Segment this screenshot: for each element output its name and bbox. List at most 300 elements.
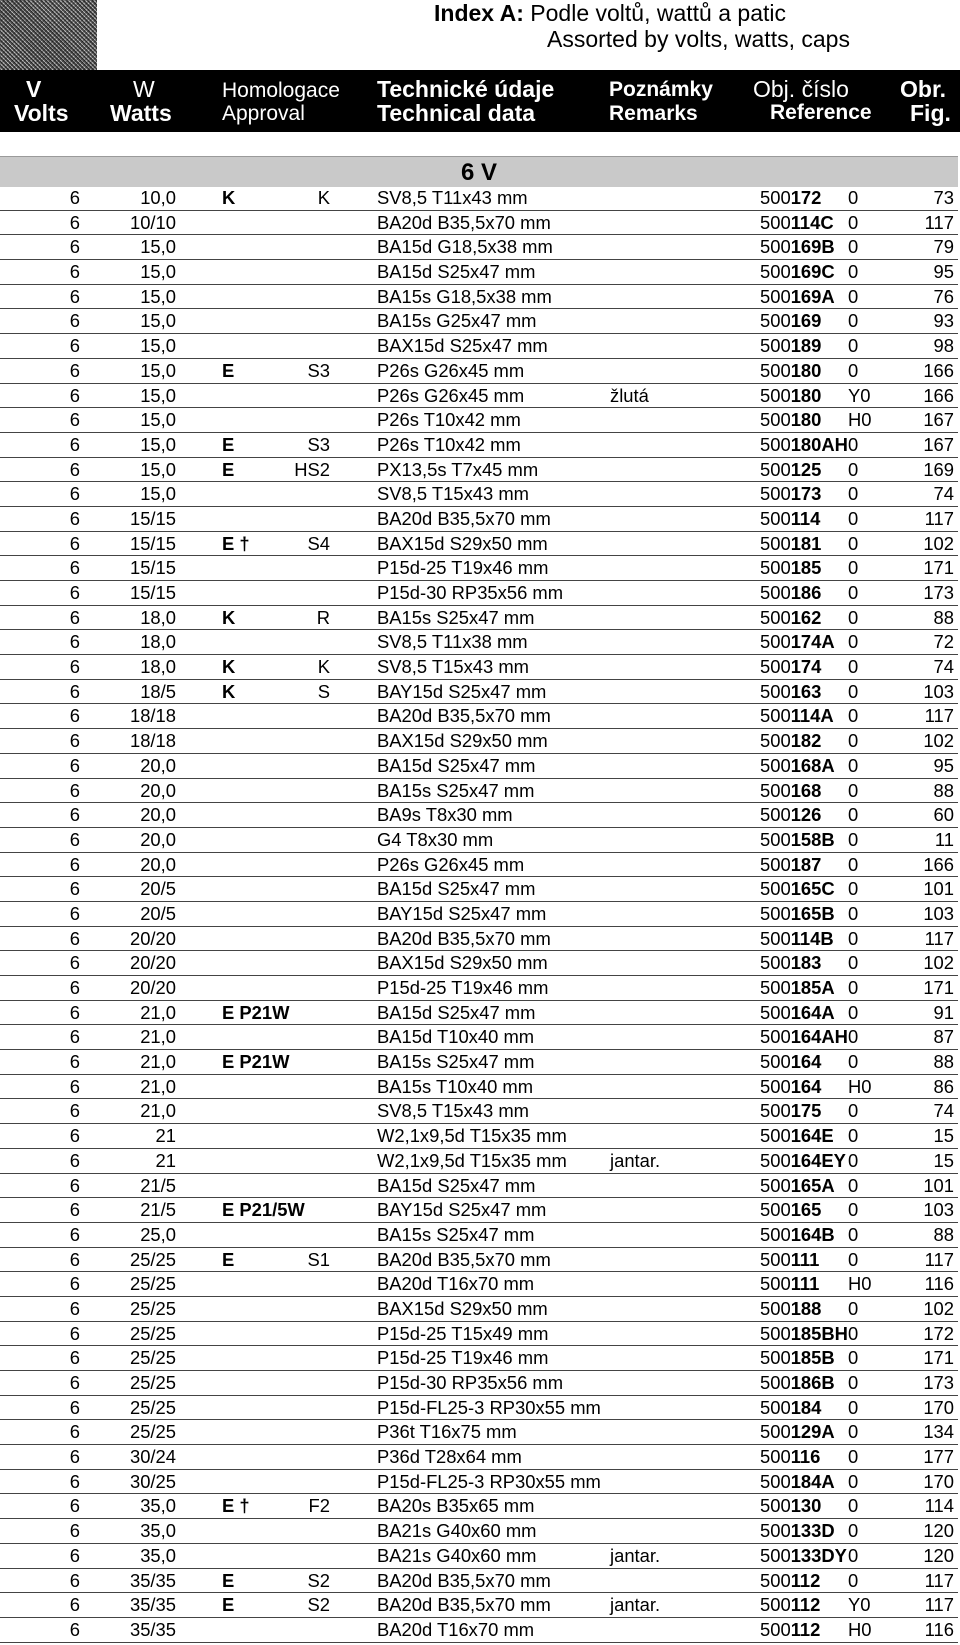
watt-cell: 30/25 <box>129 1470 176 1492</box>
reference-prefix: 500 <box>760 1100 791 1122</box>
figure-cell: 88 <box>933 779 954 801</box>
reference-code: 165 <box>790 1199 822 1221</box>
watt-cell: 20,0 <box>140 828 176 850</box>
technical-data-cell: BAX15d S29x50 mm <box>377 1297 548 1319</box>
variant-cell: 0 <box>848 878 859 900</box>
reference-cell <box>760 1618 820 1642</box>
variant-cell: 0 <box>848 1520 859 1542</box>
reference-prefix: 500 <box>760 187 791 208</box>
table-row <box>0 260 958 285</box>
reference-prefix: 500 <box>760 804 791 826</box>
technical-data-cell: P15d-25 T19x46 mm <box>377 557 549 579</box>
technical-data-cell: P26s T10x42 mm <box>377 433 521 455</box>
reference-code: 111 <box>790 1248 820 1270</box>
approval-cell: K <box>222 680 236 702</box>
voltage-cell: 6 <box>69 507 80 529</box>
watt-cell: 35/35 <box>129 1569 176 1591</box>
figure-cell: 76 <box>933 285 954 307</box>
reference-prefix: 500 <box>760 680 791 702</box>
reference-prefix: 500 <box>760 1594 791 1616</box>
variant-cell: 0 <box>848 952 859 974</box>
reference-prefix: 500 <box>760 532 791 554</box>
voltage-cell: 6 <box>69 359 80 381</box>
variant-cell: 0 <box>848 1297 859 1319</box>
reference-code: 173 <box>790 483 822 505</box>
reference-cell <box>760 285 835 309</box>
watt-cell: 15/15 <box>129 532 176 554</box>
variant-cell: 0 <box>848 927 859 949</box>
reference-code: 168A <box>790 754 835 776</box>
approval-cell: E <box>222 458 235 480</box>
reference-code: 164 <box>790 1051 822 1073</box>
voltage-cell: 6 <box>69 1075 80 1097</box>
reference-code: 158B <box>790 828 835 850</box>
table-row <box>0 1124 958 1149</box>
reference-cell <box>760 556 821 580</box>
reference-cell <box>760 1346 835 1370</box>
col-ref-en: Reference <box>770 101 872 124</box>
variant-cell: 0 <box>848 1174 859 1196</box>
figure-cell: 171 <box>923 977 954 998</box>
figure-cell: 103 <box>923 1199 954 1221</box>
figure-cell: 15 <box>933 1125 954 1147</box>
reference-prefix: 500 <box>760 1297 791 1319</box>
table-row <box>0 334 958 359</box>
technical-data-cell: BA20s B35x65 mm <box>377 1495 535 1517</box>
remarks-cell: jantar. <box>610 1149 661 1171</box>
col-fig-cz: Obr. <box>900 76 947 102</box>
table-row <box>0 630 958 655</box>
voltage-cell: 6 <box>69 211 80 233</box>
technical-data-cell: G4 T8x30 mm <box>377 828 494 850</box>
reference-prefix: 500 <box>760 1199 791 1221</box>
reference-code: 186B <box>790 1372 835 1393</box>
section-label: 6 V <box>460 159 498 186</box>
figure-cell: 88 <box>933 606 954 628</box>
reference-cell <box>760 1075 821 1099</box>
reference-cell <box>760 1593 820 1617</box>
reference-prefix: 500 <box>760 1347 791 1369</box>
approval-code-cell: F2 <box>308 1495 330 1517</box>
watt-cell: 15,0 <box>140 310 176 332</box>
reference-cell <box>760 1025 848 1049</box>
watt-cell: 18/18 <box>129 705 176 727</box>
reference-code: 180 <box>790 359 822 381</box>
figure-cell: 120 <box>923 1520 954 1542</box>
table-row <box>0 1198 958 1223</box>
figure-cell: 170 <box>923 1396 954 1418</box>
watt-cell: 15,0 <box>140 335 176 357</box>
reference-prefix: 500 <box>760 1125 791 1147</box>
technical-data-cell: BA15d G18,5x38 mm <box>377 236 553 258</box>
reference-prefix: 500 <box>760 952 791 974</box>
col-rem-en: Remarks <box>609 102 698 125</box>
voltage-cell: 6 <box>69 680 80 702</box>
variant-cell: 0 <box>848 1495 859 1517</box>
table-row <box>0 1025 958 1050</box>
reference-prefix: 500 <box>760 730 791 752</box>
voltage-cell: 6 <box>69 261 80 283</box>
reference-prefix: 500 <box>760 285 791 307</box>
reference-cell <box>760 581 821 605</box>
variant-cell: 0 <box>848 211 859 233</box>
reference-cell <box>760 260 835 284</box>
reference-code: 164B <box>790 1223 835 1245</box>
reference-prefix: 500 <box>760 359 791 381</box>
technical-data-cell: P26s G26x45 mm <box>377 384 525 406</box>
technical-data-cell: SV8,5 T11x43 mm <box>377 187 528 208</box>
table-row <box>0 606 958 631</box>
figure-cell: 73 <box>933 187 954 208</box>
approval-code-cell: K <box>317 187 330 208</box>
voltage-cell: 6 <box>69 1174 80 1196</box>
figure-cell: 173 <box>923 1372 954 1393</box>
approval-code-cell: S1 <box>307 1248 330 1270</box>
variant-cell: 0 <box>848 187 859 208</box>
watt-cell: 15/15 <box>129 507 176 529</box>
variant-cell: 0 <box>848 779 859 801</box>
voltage-cell: 6 <box>69 532 80 554</box>
figure-cell: 87 <box>933 1026 954 1048</box>
reference-code: 126 <box>790 804 822 826</box>
figure-cell: 114 <box>924 1495 954 1517</box>
reference-prefix: 500 <box>760 335 791 357</box>
voltage-cell: 6 <box>69 1421 80 1443</box>
table-row <box>0 704 958 729</box>
reference-code: 133D <box>790 1520 835 1542</box>
reference-code: 186 <box>790 582 822 603</box>
figure-cell: 177 <box>923 1446 954 1468</box>
table-row <box>0 309 958 334</box>
brand-logo <box>0 0 97 70</box>
reference-cell <box>760 1420 835 1444</box>
figure-cell: 170 <box>923 1470 954 1492</box>
col-h-cz: Homologace <box>222 79 340 102</box>
reference-code: 189 <box>790 335 822 357</box>
reference-prefix: 500 <box>760 902 791 924</box>
watt-cell: 35/35 <box>129 1618 176 1640</box>
reference-code: 165B <box>790 902 835 924</box>
reference-prefix: 500 <box>760 927 791 949</box>
table-row <box>0 1272 958 1297</box>
variant-cell: 0 <box>848 1125 859 1147</box>
watt-cell: 25/25 <box>129 1297 176 1319</box>
reference-code: 169A <box>790 285 835 307</box>
watt-cell: 18/18 <box>129 730 176 752</box>
reference-code: 185A <box>790 977 835 998</box>
remarks-cell: jantar. <box>610 1594 661 1616</box>
remarks-cell: žlutá <box>610 384 649 406</box>
reference-code: 165A <box>790 1174 835 1196</box>
reference-cell <box>760 235 835 259</box>
figure-cell: 172 <box>923 1322 954 1344</box>
technical-data-cell: W2,1x9,5d T15x35 mm <box>377 1149 567 1171</box>
col-ref-cz: Obj. číslo <box>753 76 849 102</box>
voltage-cell: 6 <box>69 1372 80 1393</box>
reference-cell <box>760 1519 835 1543</box>
watt-cell: 15,0 <box>140 458 176 480</box>
technical-data-cell: BA15s S25x47 mm <box>377 606 535 628</box>
variant-cell: H0 <box>848 1075 872 1097</box>
figure-cell: 120 <box>923 1544 954 1566</box>
figure-cell: 95 <box>933 261 954 283</box>
watt-cell: 15,0 <box>140 236 176 258</box>
watt-cell: 20,0 <box>140 754 176 776</box>
table-row <box>0 285 958 310</box>
approval-code-cell: S <box>317 680 330 702</box>
watt-cell: 20/20 <box>129 927 176 949</box>
variant-cell: H0 <box>848 1618 872 1640</box>
voltage-cell: 6 <box>69 1125 80 1147</box>
watt-cell: 35,0 <box>140 1495 176 1517</box>
reference-cell <box>760 1099 821 1123</box>
table-row <box>0 1099 958 1124</box>
voltage-cell: 6 <box>69 705 80 727</box>
reference-cell <box>760 1470 835 1494</box>
approval-cell: K <box>222 656 236 678</box>
reference-cell <box>760 1050 821 1074</box>
voltage-cell: 6 <box>69 1618 80 1640</box>
voltage-cell: 6 <box>69 1297 80 1319</box>
table-row <box>0 211 958 236</box>
reference-code: 130 <box>790 1495 822 1517</box>
col-v-cz: V <box>26 76 42 102</box>
watt-cell: 21,0 <box>140 1001 176 1023</box>
variant-cell: 0 <box>848 902 859 924</box>
watt-cell: 21/5 <box>140 1174 176 1196</box>
table-row <box>0 532 958 557</box>
technical-data-cell: P26s T10x42 mm <box>377 409 521 431</box>
voltage-cell: 6 <box>69 1347 80 1369</box>
voltage-cell: 6 <box>69 1199 80 1221</box>
voltage-cell: 6 <box>69 656 80 678</box>
variant-cell: 0 <box>848 1421 859 1443</box>
reference-prefix: 500 <box>760 1569 791 1591</box>
reference-prefix: 500 <box>760 310 791 332</box>
technical-data-cell: BAY15d S25x47 mm <box>377 680 547 702</box>
approval-code-cell: S4 <box>307 532 330 554</box>
watt-cell: 15,0 <box>140 384 176 406</box>
figure-cell: 60 <box>933 804 954 826</box>
table-row <box>0 1297 958 1322</box>
technical-data-cell: P15d-FL25-3 RP30x55 mm <box>377 1396 601 1418</box>
figure-cell: 74 <box>933 656 954 678</box>
technical-data-cell: BA15s S25x47 mm <box>377 1223 535 1245</box>
variant-cell: 0 <box>848 1248 859 1270</box>
reference-cell <box>760 853 821 877</box>
reference-prefix: 500 <box>760 1396 791 1418</box>
reference-prefix: 500 <box>760 1372 791 1393</box>
variant-cell: 0 <box>848 1544 859 1566</box>
technical-data-cell: BA15s T10x40 mm <box>377 1075 534 1097</box>
reference-prefix: 500 <box>760 409 791 431</box>
figure-cell: 117 <box>924 927 954 949</box>
technical-data-cell: P15d-FL25-3 RP30x55 mm <box>377 1470 601 1492</box>
reference-code: 133DY <box>790 1544 847 1566</box>
voltage-cell: 6 <box>69 1273 80 1295</box>
reference-prefix: 500 <box>760 853 791 875</box>
technical-data-cell: BA9s T8x30 mm <box>377 804 513 826</box>
variant-cell: Y0 <box>848 1594 871 1616</box>
table-row <box>0 458 958 483</box>
figure-cell: 86 <box>933 1075 954 1097</box>
table-row <box>0 655 958 680</box>
reference-prefix: 500 <box>760 507 791 529</box>
voltage-cell: 6 <box>69 310 80 332</box>
title-cz: Podle voltů, wattů a patic <box>530 0 786 26</box>
reference-prefix: 500 <box>760 1273 791 1295</box>
table-row <box>0 680 958 705</box>
variant-cell: 0 <box>848 1100 859 1122</box>
reference-code: 187 <box>790 853 822 875</box>
watt-cell: 25/25 <box>129 1372 176 1393</box>
variant-cell: Y0 <box>848 384 871 406</box>
figure-cell: 101 <box>923 1174 954 1196</box>
figure-cell: 117 <box>924 705 954 727</box>
reference-cell <box>760 211 834 235</box>
figure-cell: 101 <box>923 878 954 900</box>
reference-code: 125 <box>790 458 822 480</box>
voltage-cell: 6 <box>69 779 80 801</box>
technical-data-cell: BA20d B35,5x70 mm <box>377 211 551 233</box>
table-row <box>0 1544 958 1569</box>
variant-cell: 0 <box>848 804 859 826</box>
variant-cell: 0 <box>848 1470 859 1492</box>
technical-data-cell: P36d T28x64 mm <box>377 1446 522 1468</box>
reference-cell <box>760 1494 821 1518</box>
table-header <box>0 70 960 132</box>
watt-cell: 21,0 <box>140 1100 176 1122</box>
table-row <box>0 359 958 384</box>
technical-data-cell: BA20d B35,5x70 mm <box>377 927 551 949</box>
reference-cell <box>760 655 821 679</box>
reference-code: 164AH <box>790 1026 848 1048</box>
table-row <box>0 729 958 754</box>
figure-cell: 171 <box>923 1347 954 1369</box>
voltage-cell: 6 <box>69 853 80 875</box>
watt-cell: 10/10 <box>129 211 176 233</box>
variant-cell: 0 <box>848 1149 859 1171</box>
voltage-cell: 6 <box>69 1495 80 1517</box>
voltage-cell: 6 <box>69 1470 80 1492</box>
approval-code-cell: K <box>317 656 330 678</box>
voltage-cell: 6 <box>69 1396 80 1418</box>
variant-cell: 0 <box>848 310 859 332</box>
table-row <box>0 754 958 779</box>
figure-cell: 117 <box>924 1248 954 1270</box>
reference-cell <box>760 976 835 1000</box>
variant-cell: 0 <box>848 1051 859 1073</box>
figure-cell: 103 <box>923 902 954 924</box>
reference-prefix: 500 <box>760 236 791 258</box>
reference-cell <box>760 458 821 482</box>
approval-cell: E <box>222 1569 235 1591</box>
variant-cell: 0 <box>848 1199 859 1221</box>
watt-cell: 18/5 <box>140 680 176 702</box>
technical-data-cell: BA15s G25x47 mm <box>377 310 537 332</box>
technical-data-cell: P15d-25 T19x46 mm <box>377 1347 549 1369</box>
page-title <box>434 0 954 52</box>
reference-cell <box>760 877 835 901</box>
watt-cell: 35,0 <box>140 1520 176 1542</box>
reference-cell <box>760 754 835 778</box>
reference-code: 168 <box>790 779 822 801</box>
voltage-cell: 6 <box>69 1223 80 1245</box>
voltage-cell: 6 <box>69 1100 80 1122</box>
voltage-cell: 6 <box>69 1051 80 1073</box>
approval-cell: K <box>222 187 236 208</box>
technical-data-cell: SV8,5 T15x43 mm <box>377 483 529 505</box>
figure-cell: 88 <box>933 1051 954 1073</box>
voltage-cell: 6 <box>69 409 80 431</box>
reference-prefix: 500 <box>760 1174 791 1196</box>
figure-cell: 79 <box>933 236 954 258</box>
reference-code: 169 <box>790 310 822 332</box>
reference-cell <box>760 433 848 457</box>
technical-data-cell: BA21s G40x60 mm <box>377 1520 537 1542</box>
voltage-cell: 6 <box>69 384 80 406</box>
reference-code: 112 <box>790 1594 821 1616</box>
col-w-cz: W <box>133 76 155 102</box>
watt-cell: 18,0 <box>140 631 176 653</box>
technical-data-cell: BAX15d S29x50 mm <box>377 952 548 974</box>
voltage-cell: 6 <box>69 582 80 603</box>
reference-code: 182 <box>790 730 822 752</box>
table-row <box>0 1396 958 1421</box>
reference-prefix: 500 <box>760 1075 791 1097</box>
reference-code: 172 <box>790 187 822 208</box>
reference-prefix: 500 <box>760 557 791 579</box>
table-row <box>0 384 958 409</box>
voltage-cell: 6 <box>69 1520 80 1542</box>
voltage-cell: 6 <box>69 433 80 455</box>
approval-code-cell: HS2 <box>294 458 330 480</box>
variant-cell: 0 <box>848 754 859 776</box>
reference-code: 162 <box>790 606 822 628</box>
reference-code: 180AH <box>790 433 848 455</box>
reference-code: 174A <box>790 631 835 653</box>
col-tech-en: Technical data <box>377 100 536 126</box>
technical-data-cell: BA20d T16x70 mm <box>377 1618 535 1640</box>
reference-prefix: 500 <box>760 261 791 283</box>
reference-code: 114C <box>790 211 834 233</box>
variant-cell: H0 <box>848 1273 872 1295</box>
watt-cell: 15,0 <box>140 285 176 307</box>
watt-cell: 21/5 <box>140 1199 176 1221</box>
variant-cell: 0 <box>848 483 859 505</box>
watt-cell: 20,0 <box>140 853 176 875</box>
table-row <box>0 1569 958 1594</box>
figure-cell: 102 <box>923 952 954 974</box>
reference-cell <box>760 532 821 556</box>
table-row <box>0 1322 958 1347</box>
reference-prefix: 500 <box>760 582 791 603</box>
watt-cell: 20,0 <box>140 779 176 801</box>
variant-cell: 0 <box>848 1569 859 1591</box>
reference-cell <box>760 1124 834 1148</box>
figure-cell: 167 <box>923 433 954 455</box>
watt-cell: 21,0 <box>140 1051 176 1073</box>
voltage-cell: 6 <box>69 927 80 949</box>
variant-cell: 0 <box>848 1372 859 1393</box>
variant-cell: 0 <box>848 557 859 579</box>
table-row <box>0 1346 958 1371</box>
col-v-en: Volts <box>14 100 69 126</box>
voltage-cell: 6 <box>69 1001 80 1023</box>
approval-cell: E P21/5W <box>222 1199 305 1221</box>
technical-data-cell: BAX15d S29x50 mm <box>377 532 548 554</box>
approval-cell: E P21W <box>222 1051 290 1073</box>
